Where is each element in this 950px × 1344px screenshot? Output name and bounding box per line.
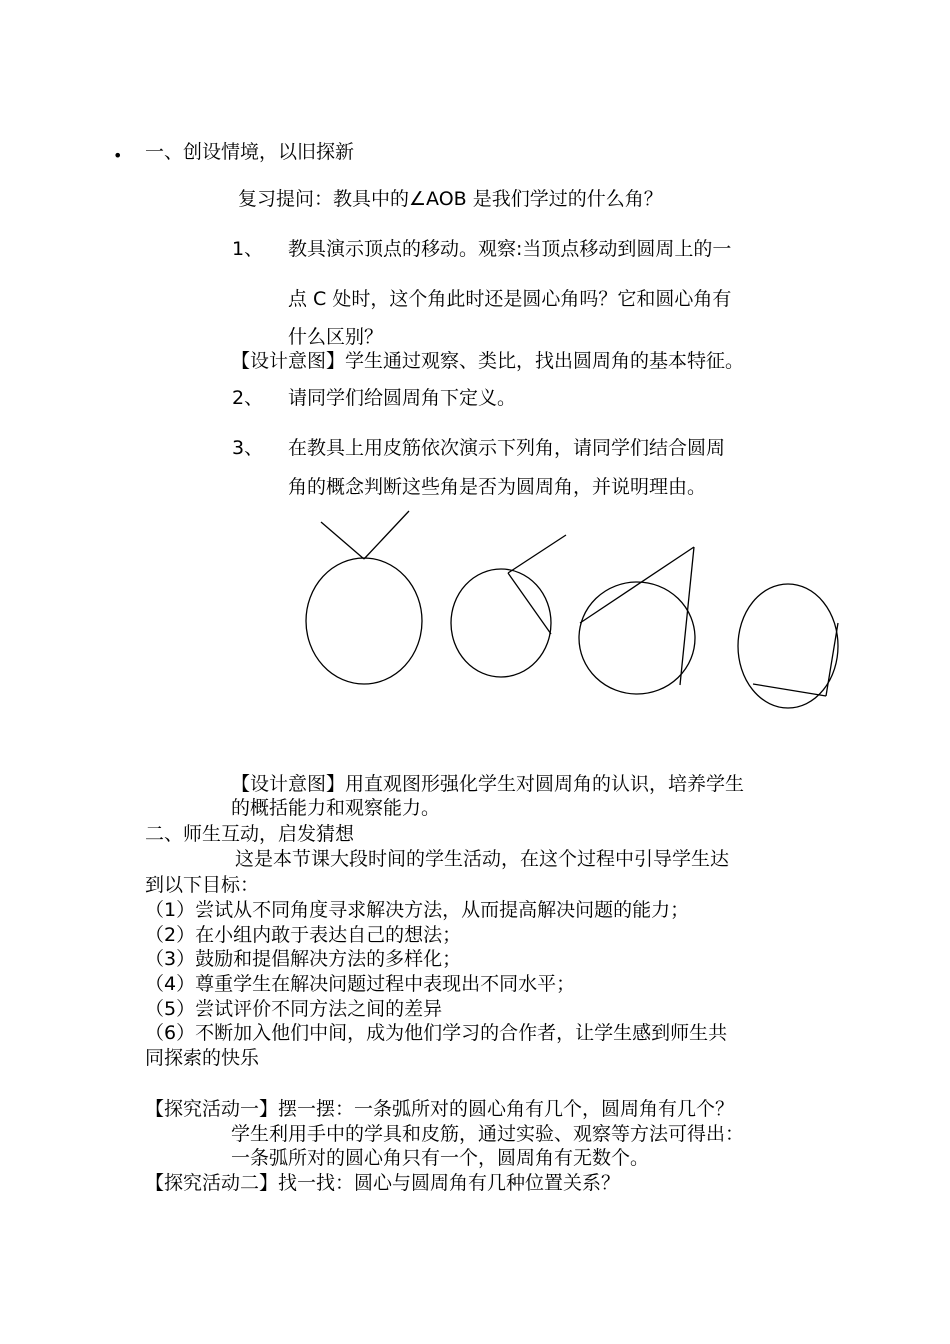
item-3-line-1: 在教具上用皮筋依次演示下列角，请同学们结合圆周 (288, 437, 726, 459)
item-1-line-3: 什么区别？ (288, 326, 384, 348)
list-bullet: • (113, 146, 123, 165)
figure-vertex-outside-both-sides-cross (579, 547, 695, 694)
section2-intro-line-1: 这是本节课大段时间的学生活动，在这个过程中引导学生达 (235, 848, 730, 870)
review-question: 复习提问：教具中的∠AOB 是我们学过的什么角？ (238, 188, 663, 210)
design-intent-2-line-1: 【设计意图】用直观图形强化学生对圆周角的认识，培养学生 (231, 773, 745, 795)
item-3-number: 3、 (232, 437, 264, 459)
section2-heading: 二、师生互动，启发猜想 (145, 823, 355, 845)
goal-2: （2）在小组内敢于表达自己的想法； (145, 924, 462, 946)
design-intent-2-line-2: 的概括能力和观察能力。 (231, 797, 441, 819)
activity-2: 【探究活动二】找一找：圆心与圆周角有几种位置关系？ (145, 1172, 621, 1194)
goal-4: （4）尊重学生在解决问题过程中表现出不同水平； (145, 973, 576, 995)
design-intent-1: 【设计意图】学生通过观察、类比，找出圆周角的基本特征。 (231, 350, 745, 372)
item-1-line-2: 点 C 处时，这个角此时还是圆心角吗？它和圆心角有 (288, 288, 732, 310)
goal-6-line-1: （6）不断加入他们中间，成为他们学习的合作者，让学生感到师生共 (145, 1022, 728, 1044)
activity-1-result-line-2: 一条弧所对的圆心角只有一个，圆周角有无数个。 (231, 1147, 650, 1169)
section1-heading: 一、创设情境，以旧探新 (145, 141, 355, 163)
item-3-line-2: 角的概念判断这些角是否为圆周角，并说明理由。 (288, 476, 707, 498)
figure-angle-inscribed-in-circle (738, 584, 838, 708)
figure-vertex-outside-circle (306, 511, 422, 684)
goal-1: （1）尝试从不同角度寻求解决方法，从而提高解决问题的能力； (145, 899, 690, 921)
activity-1-result-line-1: 学生利用手中的学具和皮筋，通过实验、观察等方法可得出： (231, 1123, 745, 1145)
item-2-number: 2、 (232, 387, 264, 409)
item-2-line-1: 请同学们给圆周角下定义。 (288, 387, 517, 409)
figure-one-side-crosses-circle (451, 535, 566, 677)
goal-3: （3）鼓励和提倡解决方法的多样化； (145, 948, 462, 970)
section2-intro-line-2: 到以下目标： (145, 874, 260, 896)
item-1-line-1: 教具演示顶点的移动。观察:当顶点移动到圆周上的一 (288, 238, 732, 260)
item-1-number: 1、 (232, 238, 264, 260)
activity-1: 【探究活动一】摆一摆：一条弧所对的圆心角有几个，圆周角有几个？ (145, 1098, 735, 1120)
goal-5: （5）尝试评价不同方法之间的差异 (145, 998, 443, 1020)
goal-6-line-2: 同探索的快乐 (145, 1047, 260, 1069)
